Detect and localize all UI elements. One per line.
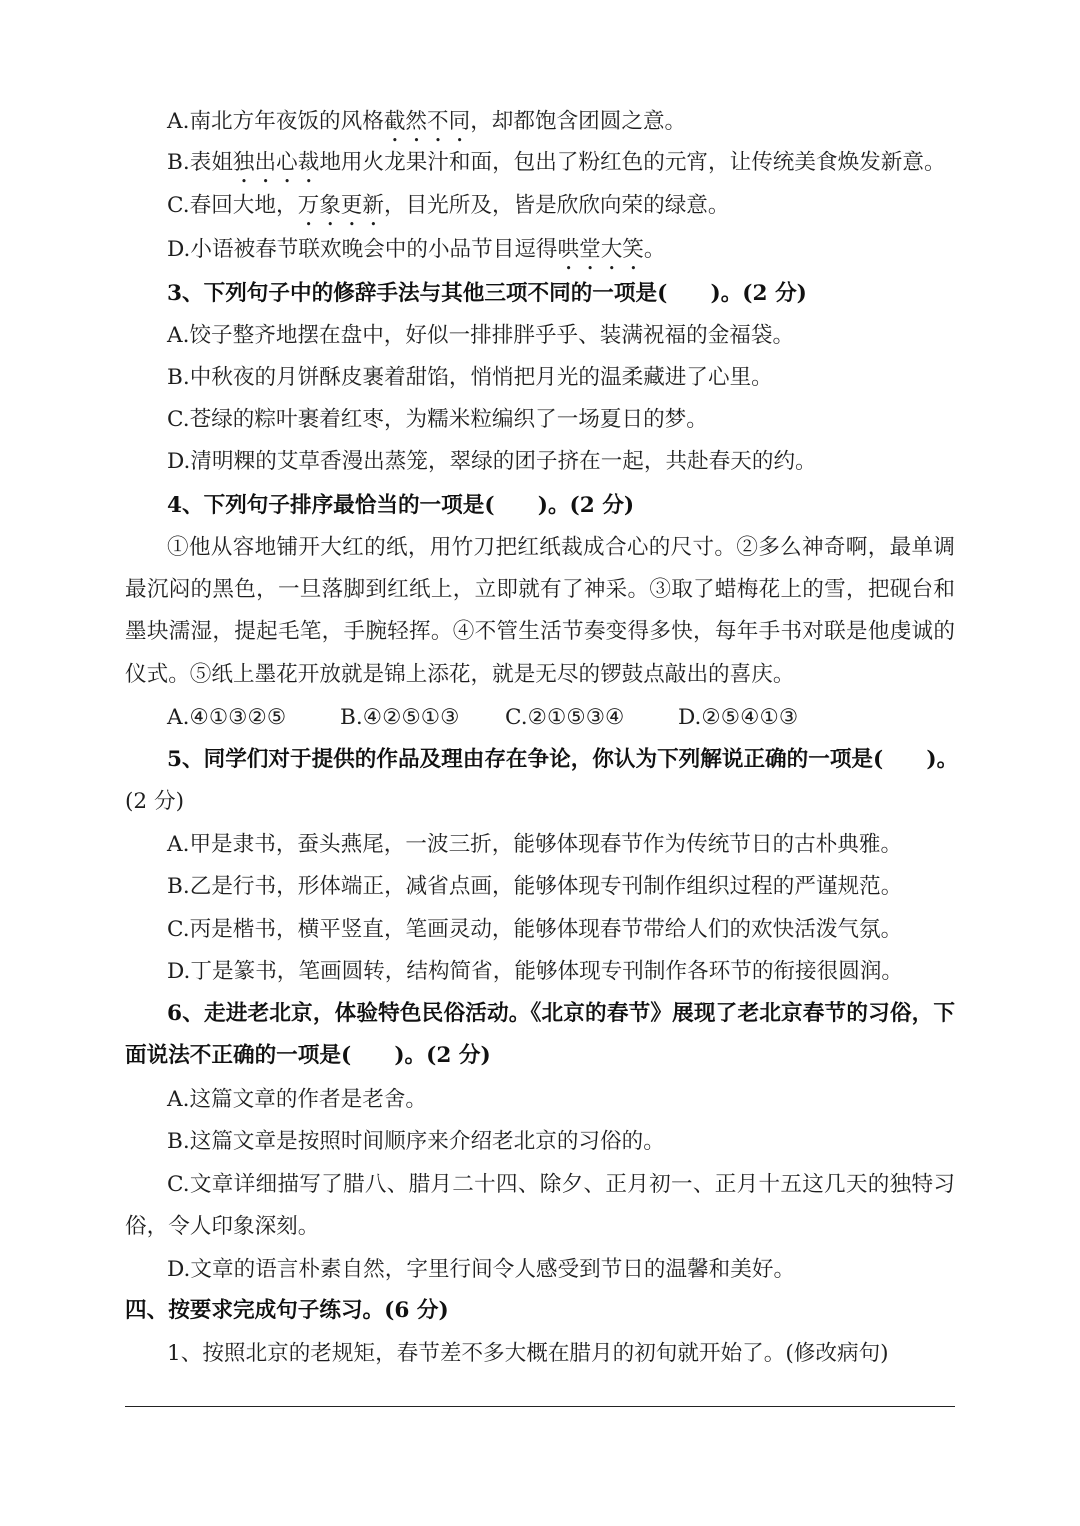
q2-option-b-text-end: 地用火龙果汁和面，包出了粉红色的元宵，让传统美食焕发新意。 bbox=[319, 150, 946, 175]
q6-stem-cont: 面说法不正确的一项是( )。(2 分) bbox=[125, 1043, 491, 1068]
q2-option-c-emphasis: 万象更新 bbox=[297, 193, 384, 218]
q6-stem: 6、走进老北京，体验特色民俗活动。《北京的春节》展现了老北京春节的习俗，下 bbox=[167, 1001, 955, 1026]
q6-option-b: B.这篇文章是按照时间顺序来介绍老北京的习俗的。 bbox=[167, 1129, 665, 1154]
q6-option-d: D.文章的语言朴素自然，字里行间令人感受到节日的温馨和美好。 bbox=[167, 1257, 796, 1282]
q4-choice-a: A.④①③②⑤ bbox=[167, 705, 287, 730]
section4-q1: 1、按照北京的老规矩，春节差不多大概在腊月的初旬就开始了。(修改病句) bbox=[167, 1341, 889, 1366]
q4-passage-line: 仪式。⑤纸上墨花开放就是锦上添花，就是无尽的锣鼓点敲出的喜庆。 bbox=[125, 662, 795, 687]
q2-option-a-text-end: ，却都饱含团圆之意。 bbox=[470, 109, 687, 134]
footer-rule bbox=[125, 1406, 955, 1407]
q2-option-d-text-end: 。 bbox=[643, 237, 666, 262]
q5-option-a: A.甲是隶书，蚕头燕尾，一波三折，能够体现春节作为传统节日的古朴典雅。 bbox=[167, 832, 903, 857]
q2-option-b-text: B.表姐 bbox=[167, 150, 233, 175]
q4-choices bbox=[167, 703, 798, 733]
q2-option-b-emphasis: 独出心裁 bbox=[232, 150, 320, 175]
q2-option-a bbox=[167, 107, 686, 137]
q4-choice-b: B.④②⑤①③ bbox=[340, 705, 460, 730]
q3-stem: 3、下列句子中的修辞手法与其他三项不同的一项是( )。(2 分) bbox=[167, 281, 807, 306]
q5-stem: 5、同学们对于提供的作品及理由存在争论，你认为下列解说正确的一项是( )。 bbox=[167, 747, 959, 772]
section4-heading: 四、按要求完成句子练习。(6 分) bbox=[125, 1298, 449, 1323]
q4-choice-d: D.②⑤④①③ bbox=[678, 705, 799, 730]
q4-choice-c: C.②①⑤③④ bbox=[505, 705, 625, 730]
q2-option-a-text: A.南北方年夜饭的风格 bbox=[167, 109, 384, 134]
q3-option-b: B.中秋夜的月饼酥皮裹着甜馅，悄悄把月光的温柔藏进了心里。 bbox=[167, 365, 773, 390]
q2-option-d-text: D.小语被春节联欢晚会中的小品节目逗得 bbox=[167, 237, 558, 262]
q2-option-d bbox=[167, 235, 666, 265]
q4-passage-line: 墨块濡湿，提起毛笔，手腕轻挥。④不管生活节奏变得多快，每年手书对联是他虔诚的 bbox=[125, 619, 955, 644]
q3-option-d: D.清明粿的艾草香漫出蒸笼，翠绿的团子挤在一起，共赴春天的约。 bbox=[167, 449, 817, 474]
q6-option-c: C.文章详细描写了腊八、腊月二十四、除夕、正月初一、正月十五这几天的独特习 bbox=[167, 1172, 955, 1197]
q4-stem: 4、下列句子排序最恰当的一项是( )。(2 分) bbox=[167, 493, 635, 518]
q2-option-c-text: C.春回大地， bbox=[167, 193, 298, 218]
q2-option-a-emphasis: 截然不同 bbox=[383, 109, 471, 134]
q6-option-a: A.这篇文章的作者是老舍。 bbox=[167, 1087, 427, 1112]
q5-stem-score: (2 分) bbox=[125, 789, 185, 814]
q5-option-c: C.丙是楷书，横平竖直，笔画灵动，能够体现春节带给人们的欢快活泼气氛。 bbox=[167, 917, 903, 942]
q4-passage-line: 最沉闷的黑色，一旦落脚到红纸上，立即就有了神采。③取了蜡梅花上的雪，把砚台和 bbox=[125, 577, 955, 602]
q2-option-c-text-end: ，目光所及，皆是欣欣向荣的绿意。 bbox=[383, 193, 730, 218]
q5-option-d: D.丁是篆书，笔画圆转，结构简省，能够体现专刊制作各环节的衔接很圆润。 bbox=[167, 959, 904, 984]
q3-option-a: A.饺子整齐地摆在盘中，好似一排排胖乎乎、装满祝福的金福袋。 bbox=[167, 323, 795, 348]
q6-option-c-cont: 俗，令人印象深刻。 bbox=[125, 1214, 320, 1239]
q4-passage-line: ①他从容地铺开大红的纸，用竹刀把红纸裁成合心的尺寸。②多么神奇啊，最单调 bbox=[167, 535, 955, 560]
q5-option-b: B.乙是行书，形体端正，减省点画，能够体现专刊制作组织过程的严谨规范。 bbox=[167, 874, 903, 899]
q2-option-b bbox=[167, 148, 946, 178]
q2-option-d-emphasis: 哄堂大笑 bbox=[557, 237, 644, 262]
q2-option-c bbox=[167, 191, 730, 221]
q3-option-c: C.苍绿的粽叶裹着红枣，为糯米粒编织了一场夏日的梦。 bbox=[167, 407, 708, 432]
